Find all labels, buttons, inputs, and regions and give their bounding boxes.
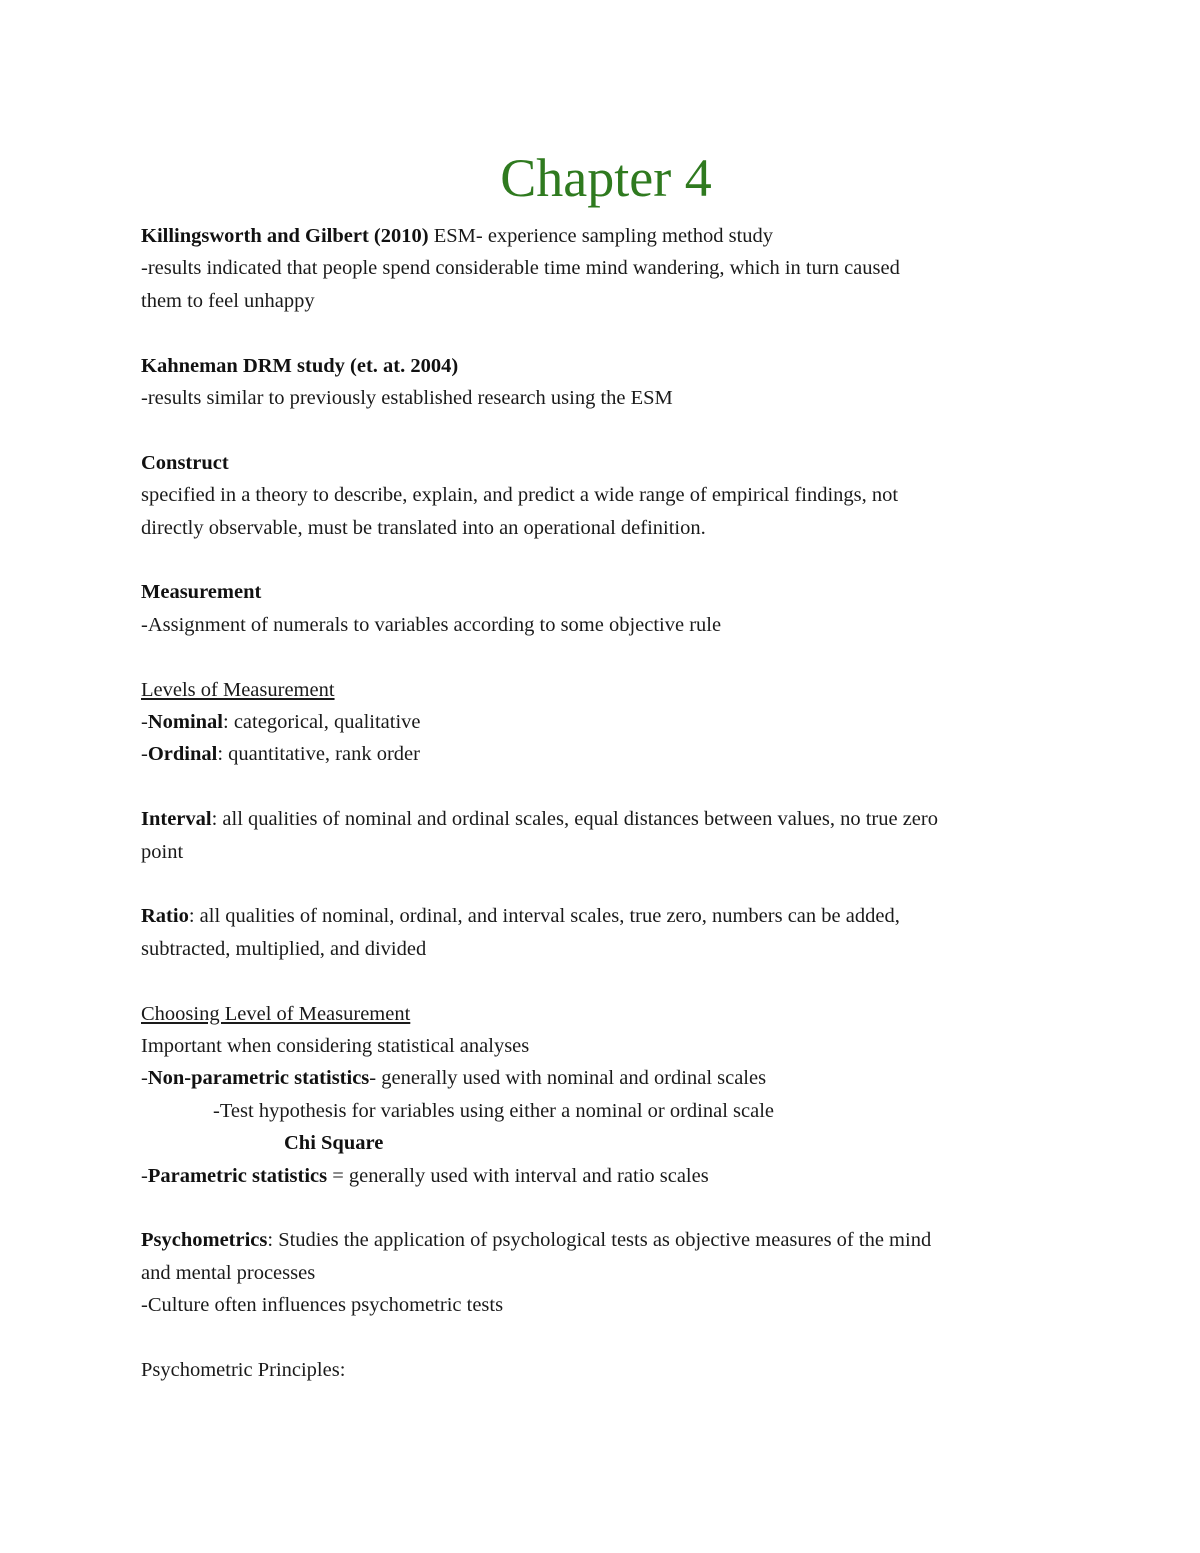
parametric-rest: = generally used with interval and ratio scales [327,1164,709,1187]
nonparametric-rest: - generally used with nominal and ordinal scales [369,1067,767,1090]
interval-line [141,803,1071,835]
measurement-heading-line [141,576,1071,608]
choosing-heading: Choosing Level of Measurement [141,1002,411,1025]
construct-text-2: directly observable, must be translated into an operational definition. [141,516,706,539]
killingsworth-text-1: -results indicated that people spend considerable time mind wandering, which in turn caused [141,257,900,280]
parametric-line [141,1160,1071,1192]
killingsworth-heading-rest: ESM- experience sampling method study [428,225,774,247]
levels-heading: Levels of Measurement [141,678,335,701]
parametric-dash: - [141,1164,148,1187]
choosing-heading-line [141,998,1071,1030]
chi-square-line [141,1127,1071,1159]
nominal-rest: : categorical, qualitative [223,711,421,734]
ordinal-dash: - [141,743,148,766]
psychometrics-line-3: -Culture often influences psychometric tests [141,1294,504,1317]
measurement-text: -Assignment of numerals to variables according to some objective rule [141,613,722,636]
nonparametric-term: Non-parametric statistics [147,1067,370,1090]
nonparametric-line [141,1062,1071,1094]
psychometrics-line [141,1224,1071,1256]
ratio-rest: : all qualities of nominal, ordinal, and interval scales, true zero, numbers can be added, [188,905,900,928]
chapter-title: Chapter 4 [500,148,712,208]
levels-heading-line [141,674,1071,706]
killingsworth-text-2: them to feel unhappy [141,289,315,312]
ratio-line-2: subtracted, multiplied, and divided [141,937,427,960]
nonparametric-subpoint: -Test hypothesis for variables using either a nominal or ordinal scale [213,1099,775,1122]
principles-heading: Psychometric Principles: [141,1359,346,1382]
construct-heading-line [141,447,1071,479]
nominal-term: Nominal [147,711,224,734]
interval-term: Interval [141,808,212,831]
kahneman-heading-line [141,350,1071,382]
psychometrics-term: Psychometrics [141,1229,268,1252]
ratio-line [141,900,1071,932]
parametric-term: Parametric statistics [147,1164,328,1187]
kahneman-heading: Kahneman DRM study (et. at. 2004) [141,354,459,377]
killingsworth-heading: Killingsworth and Gilbert (2010) [141,225,429,247]
nominal-dash: - [141,711,148,734]
ordinal-line [141,738,1071,770]
nominal-line [141,706,1071,738]
construct-heading: Construct [141,451,229,474]
choosing-text: Important when considering statistical analyses [141,1035,530,1058]
ordinal-rest: : quantitative, rank order [217,743,420,766]
interval-rest: : all qualities of nominal and ordinal scales, equal distances between values, no true zero [211,808,938,831]
chi-square: Chi Square [284,1132,384,1155]
document-body [141,220,1071,1386]
kahneman-text: -results similar to previously established research using the ESM [141,387,673,410]
psychometrics-line-2: and mental processes [141,1261,316,1284]
construct-text-1: specified in a theory to describe, explain, and predict a wide range of empirical findings, not [141,484,899,507]
measurement-heading: Measurement [141,581,262,604]
ordinal-term: Ordinal [147,743,218,766]
interval-line-2: point [141,840,184,863]
psychometrics-rest: : Studies the application of psychological tests as objective measures of the mind [267,1229,932,1252]
nonparametric-dash: - [141,1067,148,1090]
ratio-term: Ratio [141,905,189,928]
killingsworth-heading-line [141,220,1071,252]
